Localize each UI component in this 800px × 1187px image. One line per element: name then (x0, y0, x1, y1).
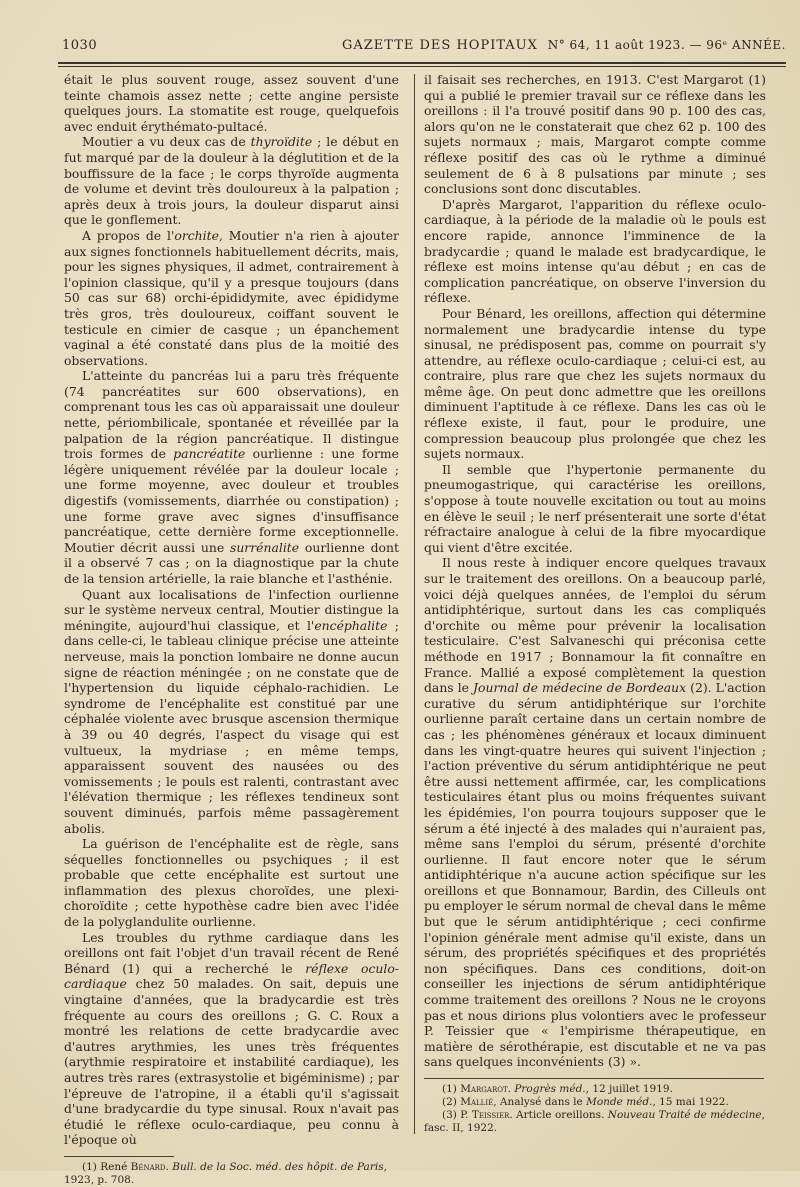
journal-title: GAZETTE DES HOPITAUX (342, 38, 538, 53)
footnote: (1) René Bénard. Bull. de la Soc. méd. des hôpit. de Paris, 1923, p. 708. (64, 1160, 387, 1186)
paragraph: Les troubles du rythme cardiaque dans les oreillons ont fait l'objet d'un travail récent de René Bénard (1) qui a recherché le réflexe oculo-cardiaque chez 50 malades. On sait, depuis une vingtaine d'années, que la bradycardie est très fréquente au cours des oreillons ; G. C. Roux a montré les relations de cette bradycardie avec d'autres arythmies, les unes très fréquentes (arythmie respiratoire et instabilité cardiaque), les autres très rares (extrasystolie et bigéminisme) ; par l'épreuve de l'atropine, il a établi qu'il s'agissait d'une bradycardie du type sinusal. Roux n'avait pas étudié le réflexe oculo-cardiaque, peu connu à l'époque où (64, 929, 399, 1148)
paragraph: Il semble que l'hypertonie permanente du pneumogastrique, qui caractérise les oreillons, s'oppose à toute nouvelle excitation ou tout au moins en élève le seuil ; le nerf présenterait une sorte d'état réfractaire analogue à celui de la fibre myocardique qui vient d'être excitée. (424, 461, 766, 555)
paragraph: Pour Bénard, les oreillons, affection qui détermine normalement une bradycardie intense du type sinusal, ne prédisposent pas, comme on pourrait s'y attendre, au réflexe oculo-cardiaque ; celui-ci est, au contraire, plus rare que chez les sujets normaux du même âge. On peut donc admettre que les oreillons diminuent l'aptitude à ce réflexe. Dans les cas où le réflexe existe, il faut, pour le produire, une compression beaucoup plus prolongée que chez les sujets normaux. (424, 305, 766, 462)
paragraph: La guérison de l'encéphalite est de règle, sans séquelles fonctionnelles ou psychiques ; il est probable que cette encéphalite est surtout une inflammation des plexus choroïdes, une plexi-choroïdite ; cette hypothèse cadre bien avec l'idée de la polyglandulite ourlienne. (64, 836, 399, 930)
paragraph: il faisait ses recherches, en 1913. C'est Margarot (1) qui a publié le premier travail sur ce réflexe dans les oreillons : il l'a trouvé positif dans 90 p. 100 des cas, alors qu'on ne le constaterait que chez 62 p. 100 des sujets normaux ; mais, Margarot compte comme réflexe positif des cas où le rythme a diminué seulement de 6 à 8 pulsations par minute ; ses conclusions sont donc discutables. (424, 72, 766, 197)
paragraph: Il nous reste à indiquer encore quelques travaux sur le traitement des oreillons. On a beaucoup parlé, voici déjà quelques années, de l'emploi du sérum antidiphtérique, surtout dans les cas compliqués d'orchite ou même pour prévenir la localisation testiculaire. C'est Salvaneschi qui préconisa cette méthode en 1917 ; Bonnamour la fit connaître en France. Mallié a exposé complètement la question dans le Journal de médecine de Bordeaux (2). L'action curative du sérum antidiphtérique sur l'orchite ourlienne paraît certaine dans un certain nombre de cas ; les phénomènes généraux et locaux diminuent dans les vingt-quatre heures qui suivent l'injection ; l'action préventive du sérum antidiphtérique ne peut être aussi nettement affirmée, car, les complications testiculaires étant plus ou moins fréquentes suivant les épidémies, l'on pourra toujours supposer que le sérum a été injecté à des malades qui n'auraient pas, même sans l'emploi du sérum, présenté d'orchite ourlienne. Il faut encore noter que le sérum antidiphtérique n'a aucune action spécifique sur les oreillons et que Bonnamour, Bardin, des Cilleuls ont pu employer le sérum normal de cheval dans le même but que le sérum antidiphtérique ; ceci confirme l'opinion générale ment admise qu'il existe, dans un sérum, des propriétés spécifiques et des propriétés non spécifiques. Dans ces conditions, doit-on conseiller les injections de sérum antidiphtérique comme traitement des oreillons ? Nous ne le croyons pas et nous dirions plus volontiers avec le professeur P. Teissier que « l'empirisme thérapeutique, en matière de sérothérapie, est discutable et ne va pas sans quelques inconvénients (3) ». (424, 555, 766, 1070)
right-column (424, 72, 766, 1135)
paragraph: Quant aux localisations de l'infection ourlienne sur le système nerveux central, Moutier distingue la méningite, aujourd'hui classique, et l'encéphalite ; dans celle-ci, le tableau clinique précise une atteinte nerveuse, mais la ponction lombaire ne donne aucun signe de réaction méningée ; on ne constate que de l'hypertension du liquide céphalo-rachidien. Le syndrome de l'encéphalite est constitué par une céphalée violente avec brusque ascension thermique à 39 ou 40 degrés, l'aspect du visage qui est vultueux, la mydriase ; en même temps, apparaissent souvent des nausées ou des vomissements ; le pouls est ralenti, contrastant avec l'élévation thermique ; les réflexes tendineux sont souvent diminués, parfois même passagèrement abolis. (64, 586, 399, 836)
column-divider (414, 74, 415, 1134)
footnote-rule (64, 1156, 174, 1157)
paragraph: D'après Margarot, l'apparition du réflexe oculo-cardiaque, à la période de la maladie où le pouls est encore rapide, annonce l'imminence de la bradycardie ; quand le malade est bradycardique, le réflexe est moins intense qu'au début ; en cas de complication pancréatique, on observe l'inversion du réflexe. (424, 196, 766, 306)
page-header (62, 38, 786, 58)
header-rule-thin (58, 66, 786, 67)
header-rule (58, 62, 786, 64)
left-column (64, 72, 399, 1187)
paragraph: A propos de l'orchite, Moutier n'a rien à ajouter aux signes fonctionnels habituellement décrits, mais, pour les signes physiques, il admet, contrairement à l'opinion classique, qu'il y a presque toujours (dans 50 cas sur 68) orchi-épididymite, avec épididyme très gros, très douloureux, coiffant souvent le testicule en cimier de casque ; un épanchement vaginal a été constaté dans plus de la moitié des observations. (64, 227, 399, 368)
paragraph: Moutier a vu deux cas de thyroïdite ; le début en fut marqué par de la douleur à la déglutition et de la bouffissure de la face ; le corps thyroïde augmenta de volume et devint très douloureux à la palpation ; après deux à trois jours, la douleur disparut ainsi que le gonflement. (64, 134, 399, 228)
footnote: (3) P. Teissier. Article oreillons. Nouveau Traité de médecine, fasc. II, 1922. (424, 1109, 765, 1134)
footnote: (2) Mallié, Analysé dans le Monde méd., 15 mai 1922. (442, 1096, 729, 1108)
footnote-rule (424, 1078, 764, 1079)
issue-info: N° 64, 11 août 1923. — 96ᵉ ANNÉE. (547, 38, 786, 52)
footnote: (1) Margarot. Progrès méd., 12 juillet 1919. (442, 1083, 673, 1095)
paragraph: était le plus souvent rouge, assez souvent d'une teinte chamois assez nette ; cette angine persiste quelques jours. La stomatite est rouge, quelquefois avec enduit érythémato-pultacé. (64, 72, 399, 134)
paragraph: L'atteinte du pancréas lui a paru très fréquente (74 pancréatites sur 600 observations), en comprenant tous les cas où apparaissait une douleur nette, périombilicale, spontanée et réveillée par la palpation de la région pancréatique. Il distingue trois formes de pancréatite ourlienne : une forme légère uniquement révélée par la douleur locale ; une forme moyenne, avec douleur et troubles digestifs (vomissements, diarrhée ou constipation) ; une forme grave avec signes d'insuffisance pancréatique, cette dernière forme exceptionnelle. Moutier décrit aussi une surrénalite ourlienne dont il a observé 7 cas ; on la diagnostique par la chute de la tension artérielle, la raie blanche et l'asthénie. (64, 368, 399, 586)
page-number: 1030 (62, 38, 98, 53)
